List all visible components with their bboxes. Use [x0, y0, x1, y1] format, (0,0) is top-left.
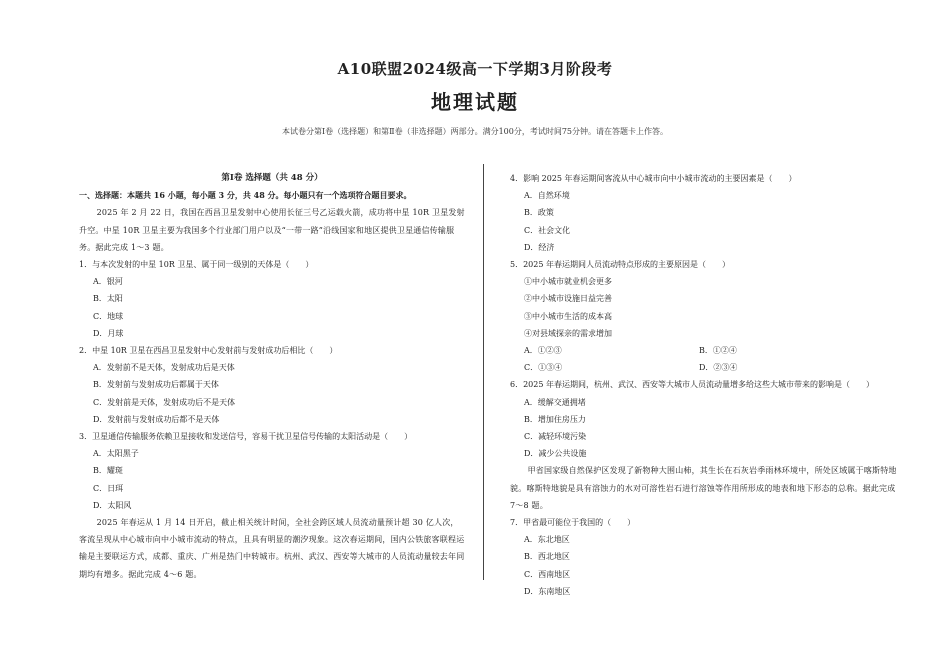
q4-option-c: C．社会文化 [524, 225, 571, 235]
q5-item-2: ②中小城市设施日益完善 [524, 294, 612, 304]
column-divider [483, 164, 484, 580]
question-4: 4．影响 2025 年春运期间客流从中心城市向中小城市流动的主要因素是（ ） [510, 174, 797, 183]
q3-option-c: C．日珥 [93, 483, 124, 493]
q3-option-d: D．太阳风 [93, 500, 132, 510]
q2-option-c: C．发射前是天体，发射成功后不是天体 [93, 397, 236, 407]
exam-subtitle: 地理试题 [431, 90, 519, 114]
q1-option-c: C．地球 [93, 311, 124, 321]
q2-option-b: B．发射前与发射成功后都属于天体 [93, 380, 219, 390]
section-title: 第Ⅰ卷 选择题（共 48 分） [221, 173, 323, 183]
q5-options-row-2 [510, 359, 900, 376]
left-column [79, 170, 465, 583]
passage-2: 2025 年春运从 1 月 14 日开启，截止相关统计时间，全社会跨区域人员流动量预计超 30 亿人次，客流呈现从中心城市向中小城市流动的特点，且具有明显的潮汐现象。这次春运期间，国内公铁旅客联程运输是主要联运方式，成都、重庆、广州是热门中转城市。杭州、武汉、西安等大城市的人员流动量较去年同期均有增多。据此完成 4～6 题。 [79, 518, 465, 579]
passage-3: 甲省国家级自然保护区发现了新物种大围山柿，其生长在石灰岩季雨林环境中，所处区域属于喀斯特地貌。喀斯特地貌是具有溶蚀力的水对可溶性岩石进行溶蚀等作用所形成的地表和地下形态的总称。据此完成 7～8 题。 [510, 466, 897, 510]
exam-title: A10联盟2024级高一下学期3月阶段考 [337, 60, 613, 78]
q6-option-d: D．减少公共设施 [524, 449, 587, 459]
question-7: 7．甲省最可能位于我国的（ ） [510, 518, 636, 528]
q5-item-1: ①中小城市就业机会更多 [524, 277, 612, 287]
q5-option-a: A．①②③ [524, 346, 562, 356]
exam-intro: 本试卷分第Ⅰ卷（选择题）和第Ⅱ卷（非选择题）两部分。满分100分，考试时间75分钟。请在答题卡上作答。 [281, 127, 669, 136]
q7-option-b: B．西北地区 [524, 552, 570, 562]
q6-option-c: C．减轻环境污染 [524, 432, 587, 442]
q1-option-b: B．太阳 [93, 294, 123, 304]
q4-option-b: B．政策 [524, 208, 554, 218]
q7-option-c: C．西南地区 [524, 569, 571, 579]
q5-item-4: ④对县域探亲的需求增加 [524, 328, 612, 338]
question-6: 6．2025 年春运期间，杭州、武汉、西安等大城市人员流动量增多给这些大城市带来的影响是（ ） [510, 380, 874, 390]
q5-item-3: ③中小城市生活的成本高 [524, 311, 612, 321]
q1-option-a: A．银河 [93, 277, 123, 287]
right-column [510, 170, 900, 600]
q7-option-d: D．东南地区 [524, 586, 571, 596]
q3-option-b: B．耀斑 [93, 466, 123, 476]
q2-option-d: D．发射前与发射成功后都不是天体 [93, 414, 220, 424]
passage-1: 2025 年 2 月 22 日，我国在西昌卫星发射中心使用长征三号乙运载火箭，成功将中星 10R 卫星发射升空。中星 10R 卫星主要为我国多个行业部门用户以及“一带一路”沿线国家和地区提供卫星通信传输服务。据此完成 1～3 题。 [79, 208, 465, 252]
q5-option-b: B．①②④ [699, 346, 737, 356]
section-instruction: 一、选择题：本题共 16 小题，每小题 3 分，共 48 分。每小题只有一个选项符合题目要求。 [79, 190, 412, 201]
question-3: 3．卫星通信传输服务依赖卫星接收和发送信号，容易干扰卫星信号传输的太阳活动是（ ） [79, 432, 413, 442]
q2-option-a: A．发射前不是天体，发射成功后是天体 [93, 363, 235, 373]
q5-option-c: C．①③④ [524, 363, 563, 373]
question-5: 5．2025 年春运期间人员流动特点形成的主要原因是（ ） [510, 260, 730, 270]
q4-option-d: D．经济 [524, 242, 555, 252]
q6-option-b: B．增加住房压力 [524, 414, 586, 424]
q5-options-row-1 [510, 342, 900, 359]
question-2: 2．中星 10R 卫星在西昌卫星发射中心发射前与发射成功后相比（ ） [79, 346, 338, 356]
q7-option-a: A．东北地区 [524, 535, 570, 545]
q6-option-a: A．缓解交通拥堵 [524, 397, 586, 407]
q3-option-a: A．太阳黑子 [93, 449, 139, 459]
question-1: 1．与本次发射的中星 10R 卫星、属于同一级别的天体是（ ） [79, 260, 314, 270]
q5-option-d: D．②③④ [699, 363, 738, 373]
q4-option-a: A．自然环境 [524, 191, 570, 201]
q1-option-d: D．月球 [93, 328, 124, 338]
